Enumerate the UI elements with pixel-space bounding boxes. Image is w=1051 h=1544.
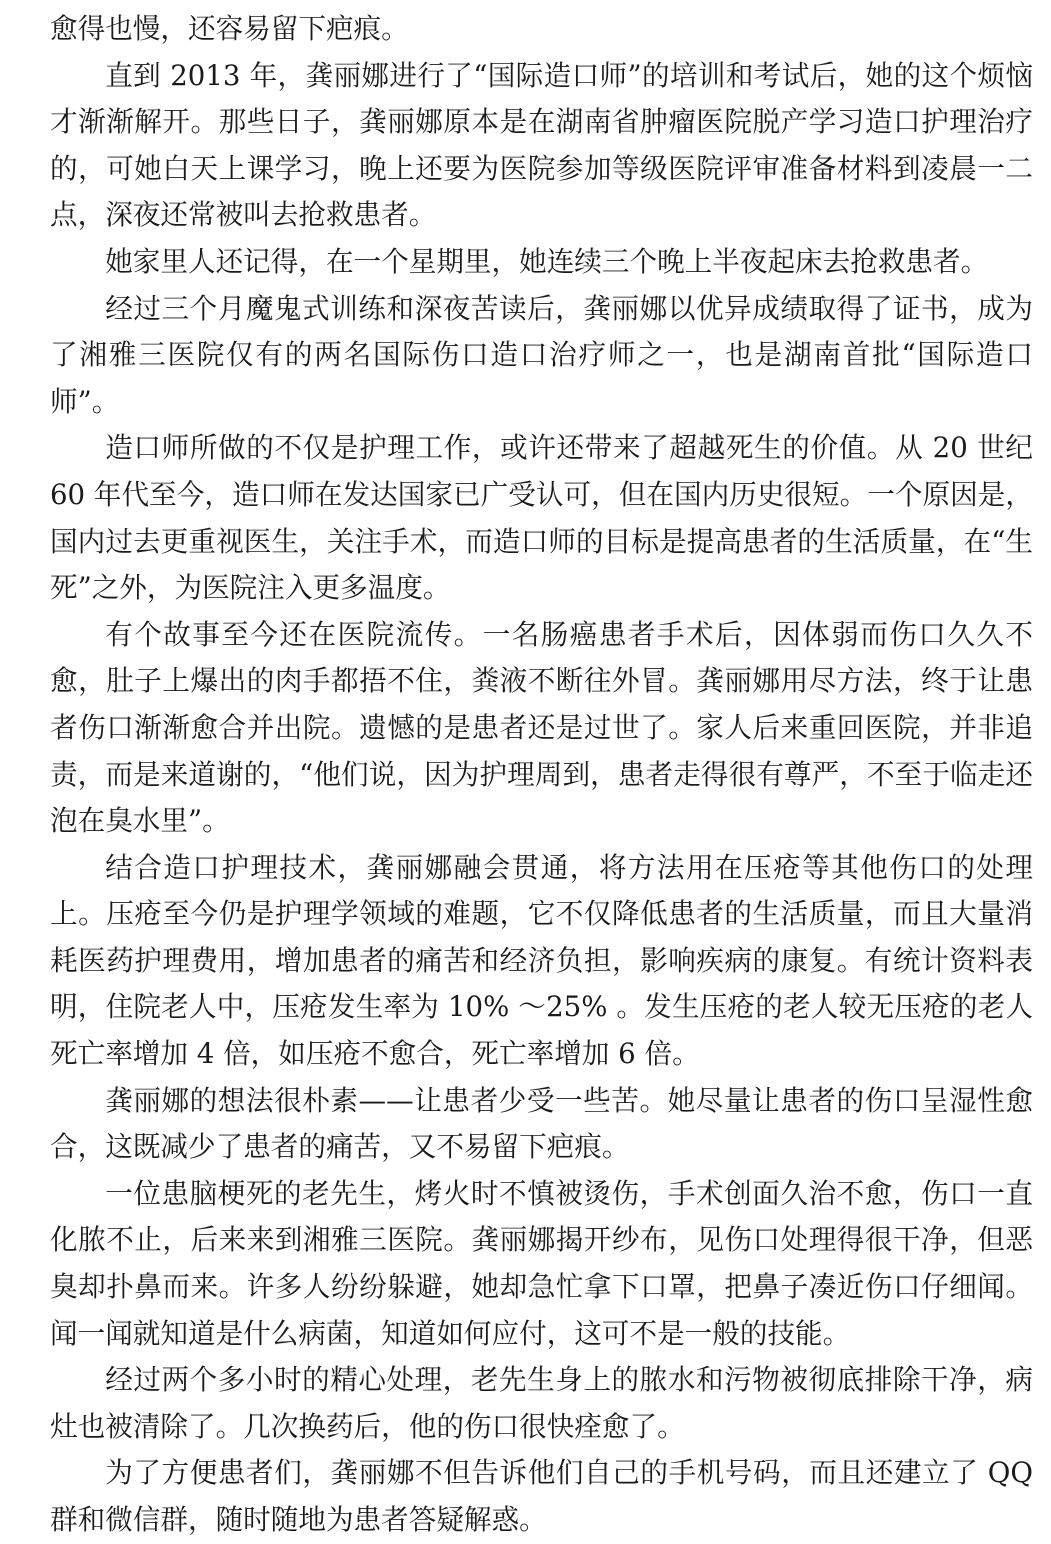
paragraph: 愈得也慢，还容易留下疤痕。 <box>50 12 409 45</box>
paragraph: 为了方便患者们，龚丽娜不但告诉他们自己的手机号码，而且还建立了 QQ 群和微信群，随时随地为患者答疑解惑。 <box>50 1456 1033 1536</box>
paragraph: 有个故事至今还在医院流传。一名肠癌患者手术后，因体弱而伤口久久不愈，肚子上爆出的肉手都捂不住，粪液不断往外冒。龚丽娜用尽方法，终于让患者伤口渐渐愈合并出院。遗憾的是患者还是过世了。家人后来重回医院，并非追责，而是来道谢的，“他们说，因为护理周到，患者走得很有尊严，不至于临走还泡在臭水里”。 <box>50 617 1033 838</box>
paragraph: 经过三个月魔鬼式训练和深夜苦读后，龚丽娜以优异成绩取得了证书，成为了湘雅三医院仅有的两名国际伤口造口治疗师之一，也是湖南首批“国际造口师”。 <box>50 291 1033 418</box>
paragraph: 她家里人还记得，在一个星期里，她连续三个晚上半夜起床去抢救患者。 <box>105 244 989 278</box>
paragraph: 造口师所做的不仅是护理工作，或许还带来了超越死生的价值。从 20 世纪 60 年代至今，造口师在发达国家已广受认可，但在国内历史很短。一个原因是，国内过去更重视医生，关注手术，而造口师的目标是提高患者的生活质量，在“生死”之外，为医院注入更多温度。 <box>50 431 1033 605</box>
paragraph: 直到 2013 年，龚丽娜进行了“国际造口师”的培训和考试后，她的这个烦恼才渐渐解开。那些日子，龚丽娜原本是在湖南省肿瘤医院脱产学习造口护理治疗的，可她白天上课学习，晚上还要为医院参加等级医院评审准备材料到凌晨一二点，深夜还常被叫去抢救患者。 <box>50 58 1033 232</box>
paragraph: 龚丽娜的想法很朴素——让患者少受一些苦。她尽量让患者的伤口呈湿性愈合，这既减少了患者的痛苦，又不易留下疤痕。 <box>50 1083 1033 1164</box>
paragraph: 结合造口护理技术，龚丽娜融会贯通，将方法用在压疮等其他伤口的处理上。压疮至今仍是护理学领域的难题，它不仅降低患者的生活质量，而且大量消耗医药护理费用，增加患者的痛苦和经济负担，影响疾病的康复。有统计资料表明，住院老人中，压疮发生率为 10% ～25% 。发生压疮的老人较无压疮的老人死亡率增加 4 倍，如压疮不愈合，死亡率增加 6 倍。 <box>50 850 1033 1071</box>
paragraph: 一位患脑梗死的老先生，烤火时不慎被烫伤，手术创面久治不愈，伤口一直化脓不止，后来来到湘雅三医院。龚丽娜揭开纱布，见伤口处理得很干净，但恶臭却扑鼻而来。许多人纷纷躲避，她却急忙拿下口罩，把鼻子凑近伤口仔细闻。闻一闻就知道是什么病菌，知道如何应付，这可不是一般的技能。 <box>50 1176 1033 1350</box>
paragraph: 经过两个多小时的精心处理，老先生身上的脓水和污物被彻底排除干净，病灶也被清除了。几次换药后，他的伤口很快痊愈了。 <box>50 1363 1033 1443</box>
